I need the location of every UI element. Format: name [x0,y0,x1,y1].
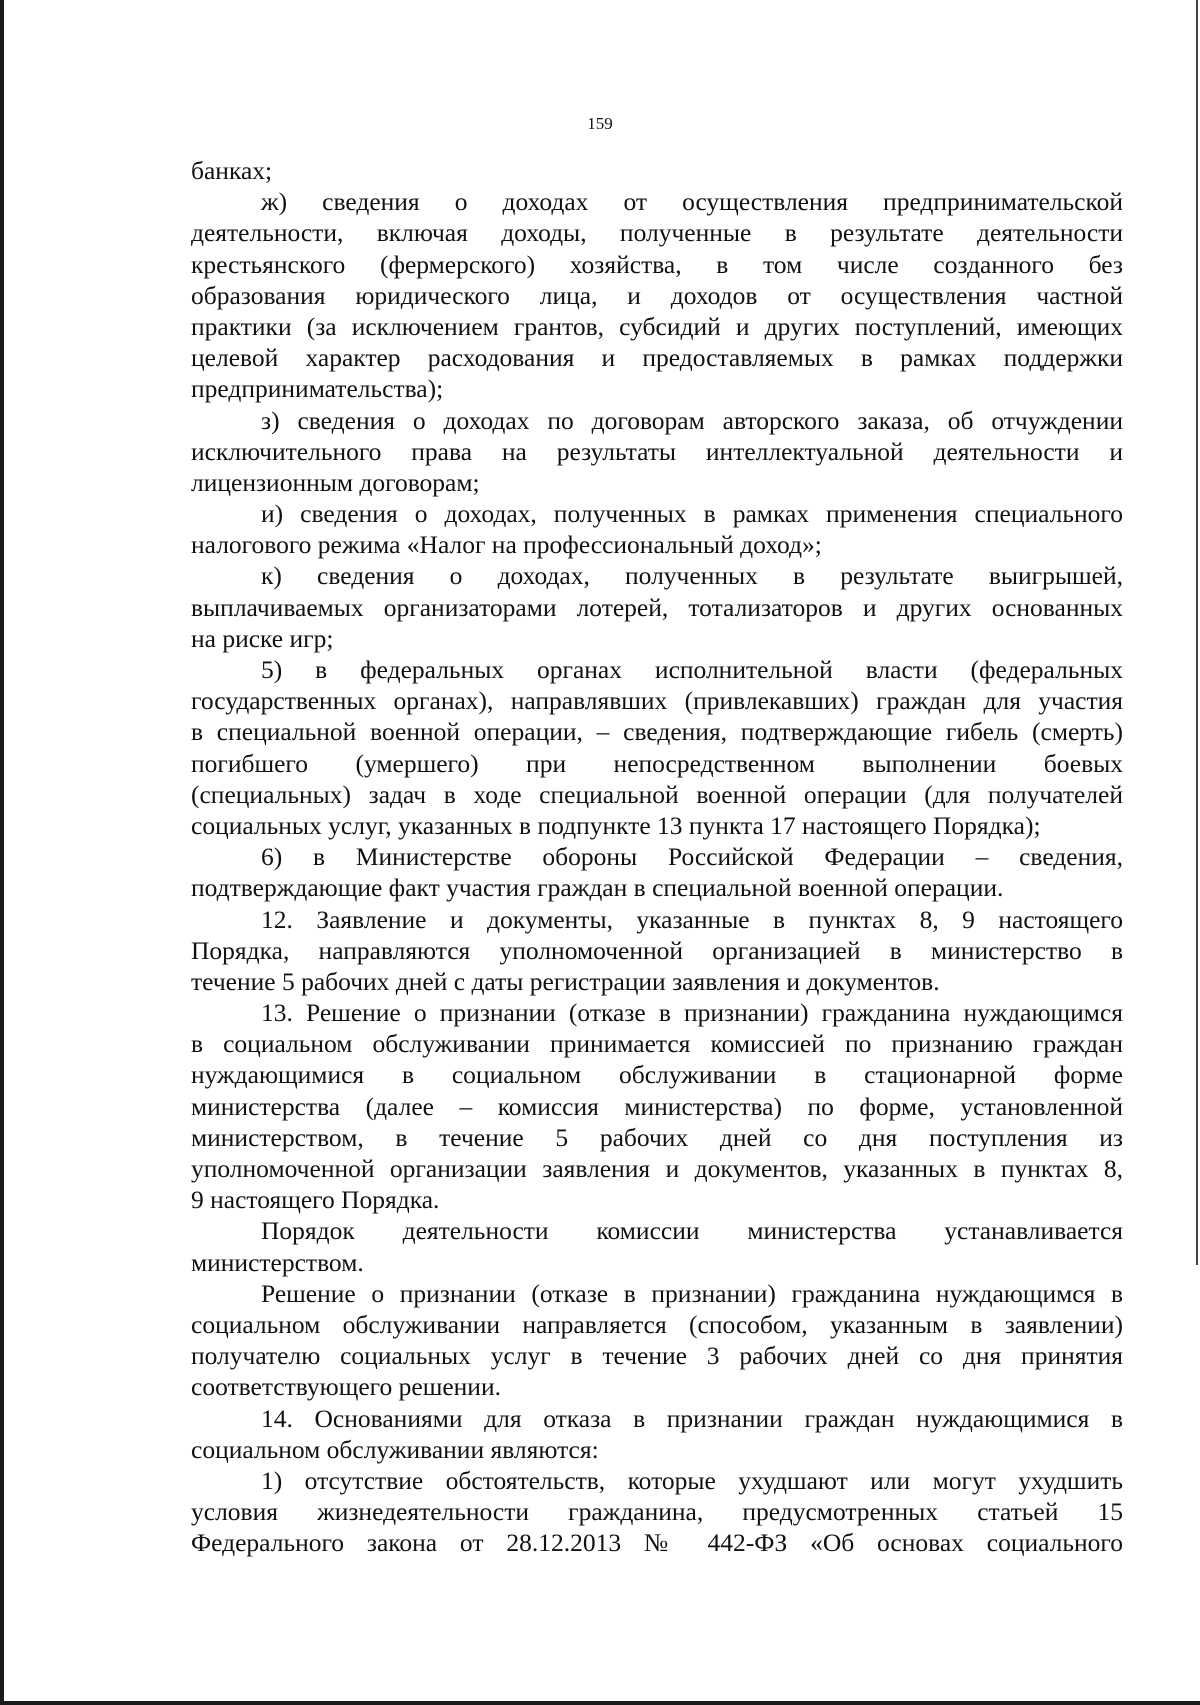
text-line: исключительного права на результаты интеллектуальной деятельности и [191,436,1123,466]
text-line: крестьянского (фермерского) хозяйства, в том числе созданного без [191,249,1123,279]
scan-edge-bottom [0,1701,1200,1705]
text-line: лицензионным договорам; [191,467,480,497]
text-line: государственных органах), направлявших (привлекавших) граждан для участия [191,686,1123,716]
text-line: ж) сведения о доходах от осуществления предпринимательской [261,187,1123,217]
text-line: деятельности, включая доходы, полученные в результате деятельности [191,218,1123,248]
text-line: выплачиваемых организаторами лотерей, тотализаторов и других основанных [191,592,1123,622]
text-line: Решение о признании (отказе в признании) гражданина нуждающимся в [261,1278,1123,1308]
document-body [191,155,1123,1558]
scan-edge-right [1196,0,1198,1265]
text-line: предпринимательства); [191,374,444,404]
text-line: нуждающимися в социальном обслуживании в стационарной форме [191,1060,1123,1090]
text-line: банках; [191,156,273,185]
text-line: к) сведения о доходах, полученных в результате выигрышей, [261,561,1123,591]
scan-edge-left [0,0,4,1705]
text-line: министерством. [191,1247,364,1277]
text-line: Федерального закона от 28.12.2013 № 442-ФЗ «Об основах социального [191,1528,1123,1558]
text-line: практики (за исключением грантов, субсидий и других поступлений, имеющих [191,311,1123,341]
text-line: 5) в федеральных органах исполнительной власти (федеральных [261,655,1123,684]
text-line: получателю социальных услуг в течение 3 рабочих дней со дня принятия [191,1341,1123,1371]
text-line: в специальной военной операции, – сведения, подтверждающие гибель (смерть) [191,717,1123,747]
text-line: Порядок деятельности комиссии министерства устанавливается [261,1216,1123,1246]
text-line: 13. Решение о признании (отказе в признании) гражданина нуждающимся [261,998,1123,1028]
text-line: министерства (далее – комиссия министерства) по форме, установленной [191,1091,1123,1121]
text-line: Порядка, направляются уполномоченной организацией в министерство в [191,935,1123,965]
text-line: погибшего (умершего) при непосредственном выполнении боевых [191,748,1123,778]
text-line: з) сведения о доходах по договорам авторского заказа, об отчуждении [261,405,1123,435]
text-line: образования юридического лица, и доходов от осуществления частной [191,280,1123,310]
text-line: 14. Основаниями для отказа в признании граждан нуждающимися в [261,1403,1123,1433]
text-line: течение 5 рабочих дней с даты регистрации заявления и документов. [191,966,940,996]
text-line: соответствующего решении. [191,1372,501,1402]
text-line: условия жизнедеятельности гражданина, предусмотренных статьей 15 [191,1497,1123,1527]
text-line: 1) отсутствие обстоятельств, которые ухудшают или могут ухудшить [261,1465,1123,1495]
text-line: социальном обслуживании являются: [191,1434,599,1464]
page-number: 159 [587,114,613,133]
text-line: целевой характер расходования и предоставляемых в рамках поддержки [191,343,1123,373]
text-line: налогового режима «Налог на профессиональный доход»; [191,530,822,560]
text-line: и) сведения о доходах, полученных в рамках применения специального [261,499,1123,529]
text-line: социальном обслуживании направляется (способом, указанным в заявлении) [191,1309,1123,1339]
text-line: 9 настоящего Порядка. [191,1185,440,1215]
text-line: на риске игр; [191,623,334,653]
text-line: 12. Заявление и документы, указанные в пунктах 8, 9 настоящего [261,904,1123,934]
text-line: (специальных) задач в ходе специальной военной операции (для получателей [191,779,1123,809]
text-line: подтверждающие факт участия граждан в специальной военной операции. [191,873,1004,903]
text-line: 6) в Министерстве обороны Российской Федерации – сведения, [261,842,1123,872]
text-line: социальных услуг, указанных в подпункте 13 пункта 17 настоящего Порядка); [191,810,1041,840]
text-line: в социальном обслуживании принимается комиссией по признанию граждан [191,1029,1123,1059]
text-line: уполномоченной организации заявления и документов, указанных в пунктах 8, [191,1154,1123,1183]
text-line: министерством, в течение 5 рабочих дней со дня поступления из [191,1122,1123,1152]
